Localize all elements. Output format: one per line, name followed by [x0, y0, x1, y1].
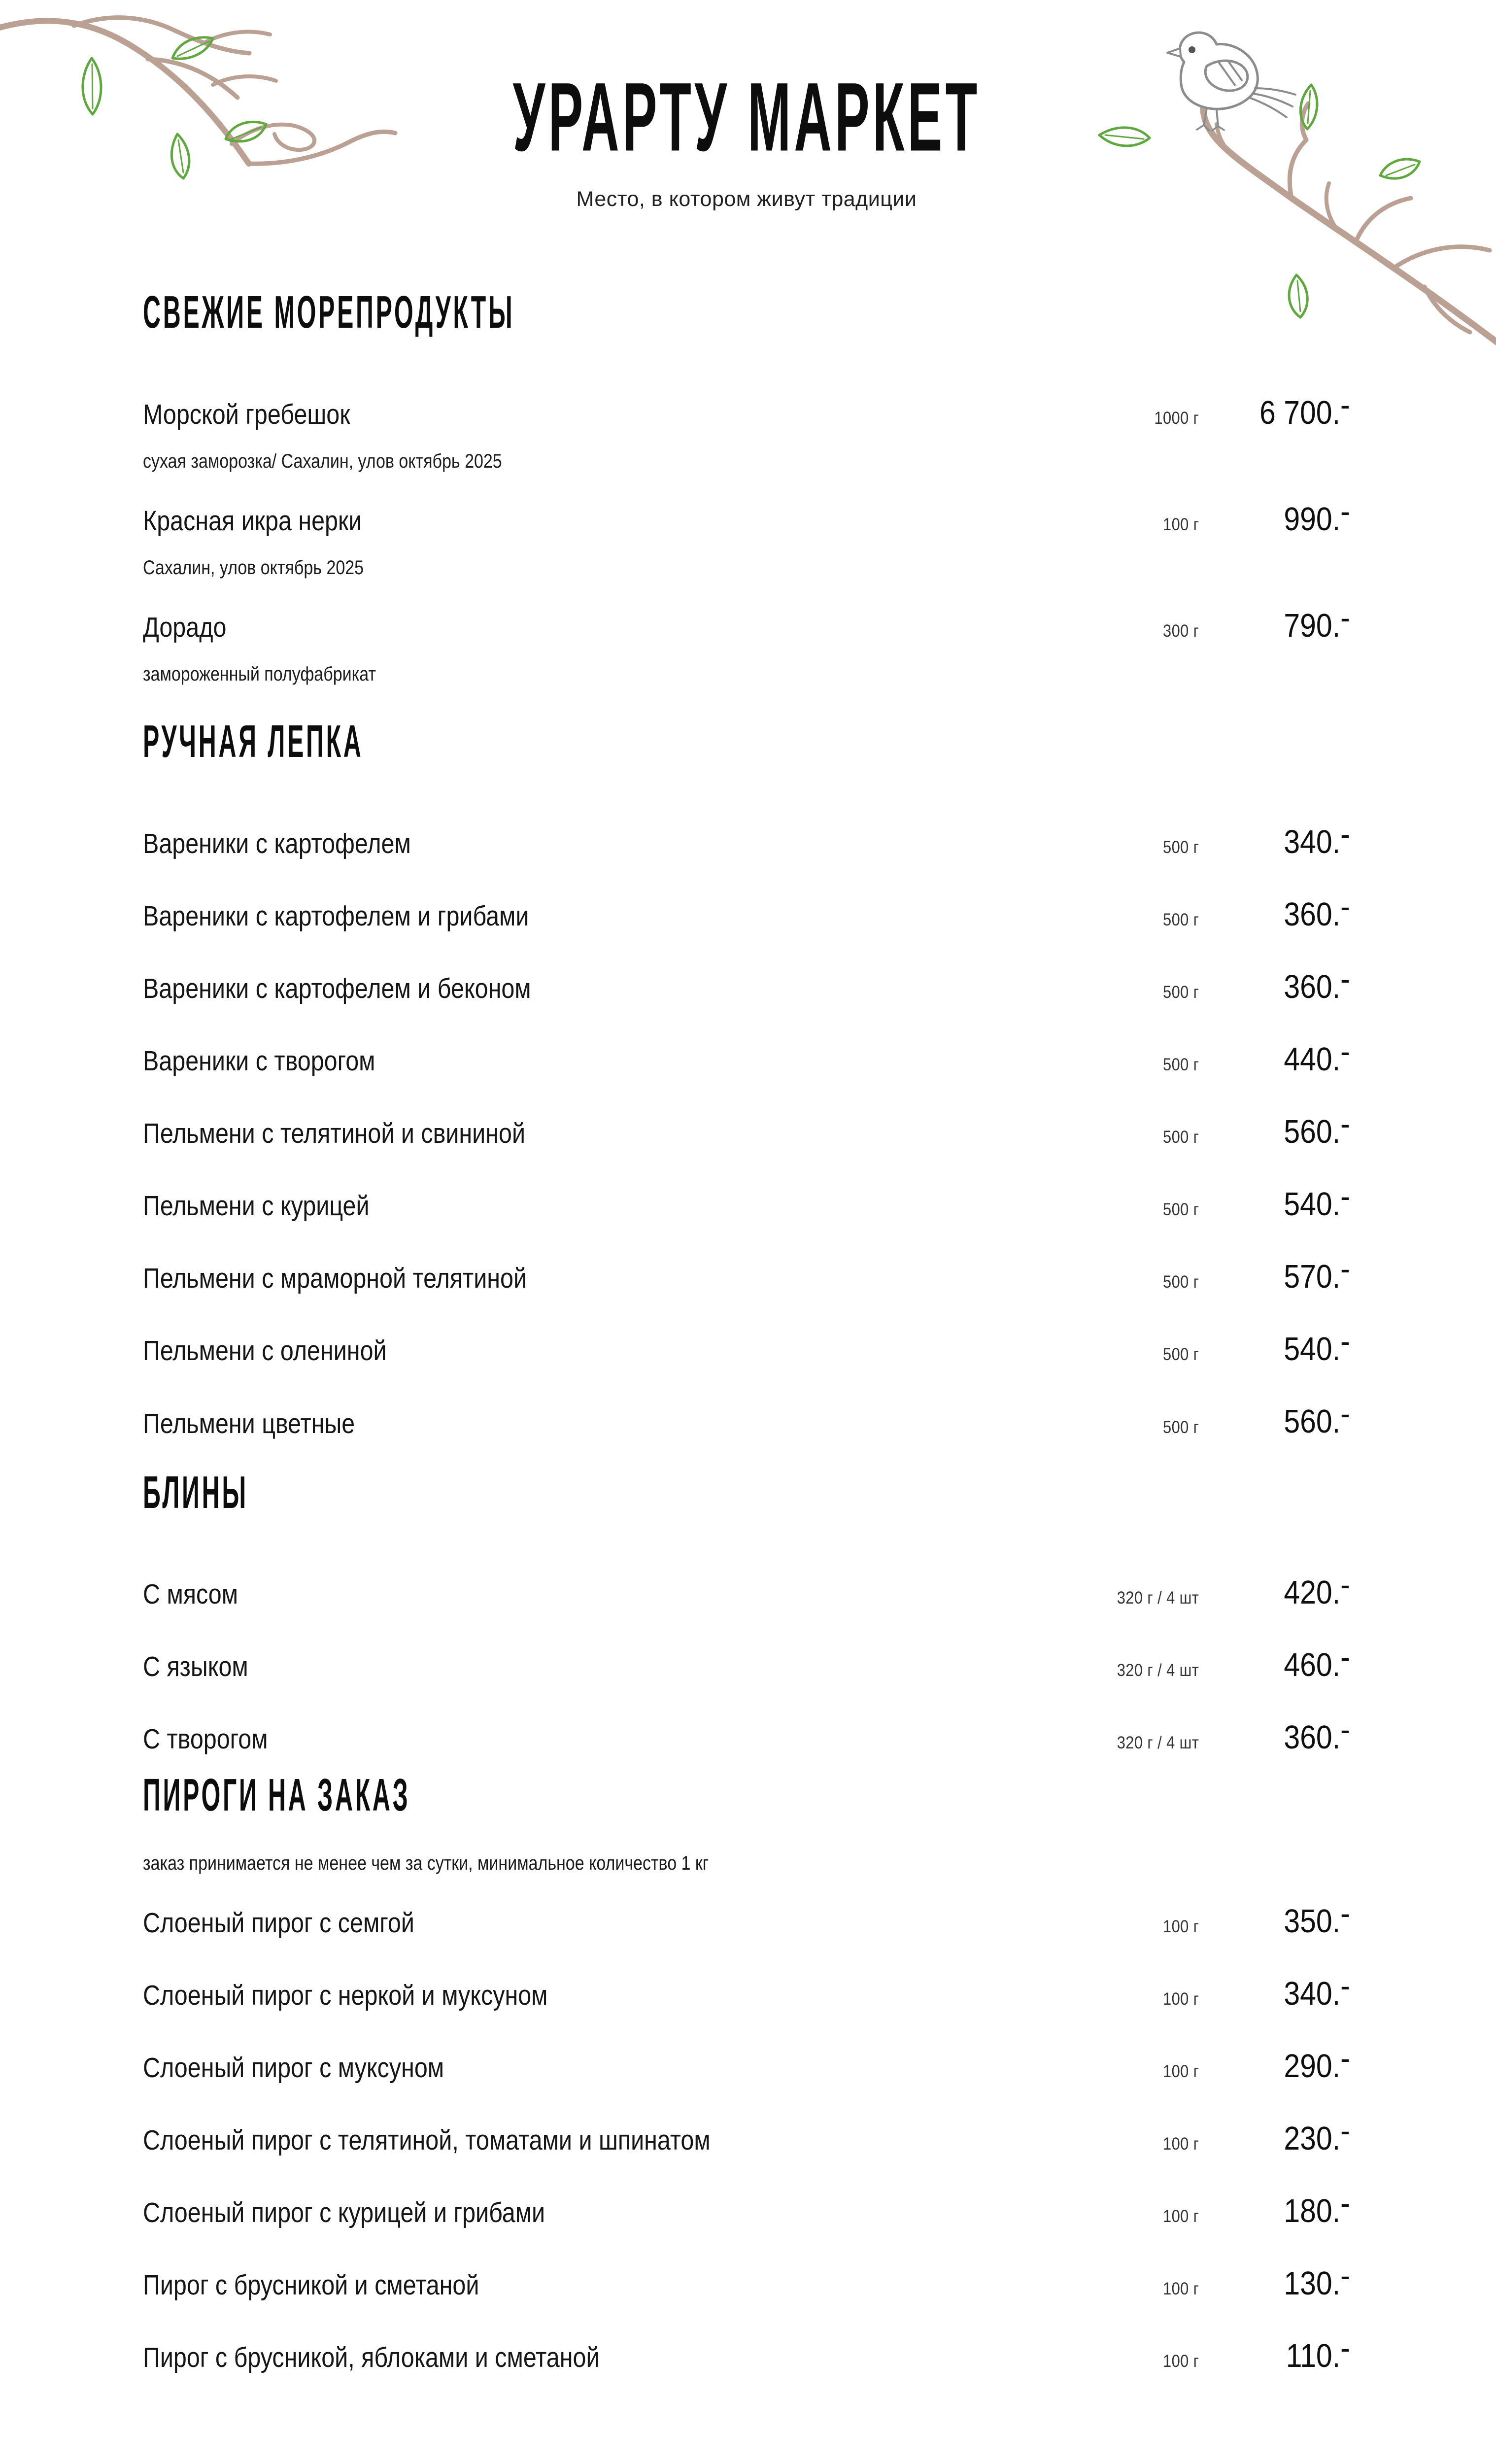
- item-price: [1199, 1967, 1350, 2013]
- price-dash: -: [1340, 1395, 1350, 1433]
- item-name-cell: [143, 2198, 1036, 2227]
- item-weight: [1036, 1989, 1199, 2009]
- item-price: [1199, 960, 1350, 1006]
- item-name-text: Пельмени с телятиной и свининой: [143, 1118, 526, 1150]
- item-description-text: Сахалин, улов октябрь 2025: [143, 557, 364, 579]
- price-number: 360.: [1284, 895, 1341, 933]
- item-weight: [1036, 2279, 1199, 2299]
- price-dash: -: [1340, 960, 1350, 997]
- item-weight: [1036, 2062, 1199, 2082]
- item-price-text: [1284, 1568, 1350, 1609]
- item-description-text: замороженный полуфабрикат: [143, 663, 376, 685]
- item-name: [143, 974, 1036, 1003]
- item-name: [143, 400, 1036, 429]
- menu-item-row: [143, 388, 1350, 472]
- price-dash: -: [1340, 1639, 1350, 1676]
- item-name-text: Вареники с картофелем: [143, 827, 411, 859]
- item-price-text: [1284, 599, 1350, 645]
- price-number: 560.: [1284, 1403, 1341, 1440]
- item-name: [143, 1409, 1036, 1438]
- item-name: [143, 1264, 1036, 1293]
- price-number: 990.: [1284, 500, 1341, 538]
- item-weight: [1036, 838, 1199, 857]
- price-dash: -: [1340, 1711, 1350, 1748]
- item-weight: [1036, 1733, 1199, 1753]
- price-number: 360.: [1284, 1719, 1341, 1756]
- item-price-text: [1284, 1639, 1350, 1684]
- section-note: [143, 1852, 1350, 1874]
- price-number: 340.: [1284, 1975, 1341, 2013]
- item-price: [1199, 2114, 1350, 2155]
- item-price-text: [1284, 492, 1350, 538]
- price-number: 110.: [1286, 2337, 1341, 2375]
- menu-item-row: [143, 1250, 1350, 1296]
- item-weight-text: 500 г: [1162, 1055, 1199, 1075]
- item-weight-text: 500 г: [1162, 983, 1199, 1002]
- price-number: 420.: [1284, 1574, 1341, 1611]
- price-number: 360.: [1284, 968, 1341, 1006]
- item-price-text: [1284, 1397, 1350, 1438]
- item-name-text: С языком: [143, 1651, 248, 1683]
- item-name-text: Пирог с брусникой, яблоками и сметаной: [143, 2342, 600, 2374]
- menu-item-row: [143, 492, 1350, 579]
- item-weight: [1036, 1200, 1199, 1220]
- item-price-text: [1284, 2185, 1350, 2230]
- item-name-cell: [143, 902, 1036, 930]
- item-name: [143, 2126, 1036, 2155]
- price-number: 540.: [1284, 1331, 1341, 1368]
- item-weight-text: 300 г: [1162, 621, 1199, 641]
- item-name: [143, 613, 1036, 642]
- menu-item-row: [143, 601, 1350, 685]
- item-price-text: [1284, 2042, 1350, 2083]
- item-price-text: [1284, 1105, 1350, 1151]
- menu-item-row: [143, 890, 1350, 931]
- item-name-text: Морской гребешок: [143, 398, 350, 430]
- item-name-text: Слоеный пирог с семгой: [143, 1907, 414, 1939]
- item-price: [1199, 1180, 1350, 1221]
- menu-item-row: [143, 1325, 1350, 1366]
- section-title-text: ПИРОГИ НА ЗАКАЗ: [143, 1769, 410, 1821]
- price-number: 460.: [1284, 1646, 1341, 1684]
- menu-item-row: [143, 1894, 1350, 1940]
- menu-item-row: [143, 2329, 1350, 2375]
- item-weight: [1036, 1128, 1199, 1147]
- price-number: 290.: [1284, 2048, 1341, 2085]
- item-name-text: Вареники с картофелем и беконом: [143, 973, 531, 1005]
- item-weight-text: 500 г: [1162, 1272, 1199, 1292]
- item-price: [1199, 1250, 1350, 1296]
- item-price: [1199, 1325, 1350, 1366]
- price-dash: -: [1340, 2257, 1350, 2294]
- menu-section: [143, 286, 1350, 685]
- section-title: [143, 716, 1350, 768]
- item-name-cell: [143, 1909, 1036, 1937]
- item-price-text: [1284, 1250, 1350, 1296]
- item-name-text: Пирог с брусникой и сметаной: [143, 2269, 479, 2301]
- item-weight: [1036, 2207, 1199, 2226]
- item-weight: [1036, 1055, 1199, 1075]
- item-weight-text: 500 г: [1162, 910, 1199, 929]
- item-price: [1199, 2042, 1350, 2083]
- item-name-cell: [143, 829, 1036, 858]
- item-name: [143, 1580, 1036, 1608]
- section-title: [143, 1769, 1350, 1822]
- item-name-cell: [143, 613, 1036, 685]
- page-subtitle: Место, в котором живут традиции: [576, 187, 917, 211]
- item-name-text: Красная икра нерки: [143, 505, 362, 537]
- item-weight: [1036, 2352, 1199, 2371]
- menu-section: [143, 716, 1350, 1440]
- item-weight-text: 100 г: [1162, 2279, 1199, 2299]
- item-weight-text: 500 г: [1162, 1345, 1199, 1365]
- page-title: [143, 63, 1350, 171]
- item-name-text: Вареники с картофелем и грибами: [143, 900, 529, 932]
- item-name-cell: [143, 1652, 1036, 1681]
- item-price: [1199, 2329, 1350, 2375]
- menu-item-row: [143, 1713, 1350, 1754]
- price-dash: -: [1340, 599, 1350, 636]
- item-description: [143, 450, 1036, 472]
- item-price-text: [1284, 2114, 1350, 2155]
- price-dash: -: [1340, 386, 1350, 423]
- price-number: 790.: [1284, 607, 1341, 645]
- item-price: [1199, 2185, 1350, 2230]
- item-price: [1199, 1639, 1350, 1684]
- item-name-text: Дорадо: [143, 612, 227, 644]
- item-price-text: [1284, 890, 1350, 931]
- price-dash: -: [1340, 2112, 1350, 2150]
- item-name: [143, 1909, 1036, 1937]
- price-dash: -: [1340, 1033, 1350, 1070]
- item-name-cell: [143, 1047, 1036, 1075]
- item-name-text: Слоеный пирог с курицей и грибами: [143, 2197, 545, 2229]
- item-price: [1199, 815, 1350, 860]
- item-price: [1199, 1894, 1350, 1940]
- item-description-text: сухая заморозка/ Сахалин, улов октябрь 2025: [143, 450, 502, 472]
- item-price-text: [1284, 1967, 1350, 2013]
- item-name: [143, 1047, 1036, 1075]
- item-price-text: [1284, 1325, 1350, 1366]
- price-number: 540.: [1284, 1186, 1341, 1223]
- item-weight: [1036, 1661, 1199, 1680]
- item-name-cell: [143, 1981, 1036, 2010]
- item-name-cell: [143, 400, 1036, 472]
- item-name-cell: [143, 1119, 1036, 1148]
- price-dash: -: [1340, 1566, 1350, 1604]
- item-weight: [1036, 1588, 1199, 1608]
- item-price-text: [1284, 960, 1350, 1006]
- item-name: [143, 1652, 1036, 1681]
- item-price: [1199, 492, 1350, 538]
- item-price: [1199, 599, 1350, 645]
- page-title-text: УРАРТУ МАРКЕТ: [512, 63, 981, 171]
- price-number: 340.: [1284, 823, 1341, 860]
- price-number: 6 700.: [1259, 394, 1341, 431]
- item-price: [1199, 388, 1350, 429]
- item-name-text: Слоеный пирог с муксуном: [143, 2052, 444, 2084]
- item-price: [1199, 1035, 1350, 1076]
- menu-section: [143, 1769, 1350, 2375]
- item-price: [1199, 1713, 1350, 1754]
- item-name: [143, 2343, 1036, 2372]
- price-dash: -: [1340, 492, 1350, 530]
- item-name-cell: [143, 1725, 1036, 1753]
- item-price: [1199, 1397, 1350, 1438]
- item-name-text: Вареники с творогом: [143, 1045, 375, 1077]
- price-number: 180.: [1284, 2192, 1341, 2230]
- item-weight-text: 100 г: [1162, 2062, 1199, 2082]
- item-price-text: [1284, 1894, 1350, 1940]
- price-dash: -: [1340, 1250, 1350, 1288]
- item-weight: [1036, 910, 1199, 930]
- item-price: [1199, 1105, 1350, 1151]
- item-name-text: Пельмени с олениной: [143, 1335, 387, 1367]
- item-weight-text: 100 г: [1162, 2207, 1199, 2226]
- item-name-cell: [143, 1264, 1036, 1293]
- menu-item-row: [143, 1397, 1350, 1438]
- item-weight-text: 1000 г: [1154, 408, 1199, 428]
- menu-item-row: [143, 815, 1350, 860]
- price-dash: -: [1340, 1178, 1350, 1215]
- item-weight: [1036, 1917, 1199, 1937]
- item-weight-text: 100 г: [1162, 2134, 1199, 2154]
- menu-item-row: [143, 2259, 1350, 2300]
- item-name-cell: [143, 974, 1036, 1003]
- item-name-cell: [143, 2126, 1036, 2155]
- item-name: [143, 2053, 1036, 2082]
- menu-item-row: [143, 960, 1350, 1006]
- section-title-text: СВЕЖИЕ МОРЕПРОДУКТЫ: [143, 286, 515, 338]
- item-weight-text: 500 г: [1162, 837, 1199, 857]
- item-name-cell: [143, 1192, 1036, 1220]
- item-name-cell: [143, 2271, 1036, 2299]
- item-weight-text: 500 г: [1162, 1200, 1199, 1220]
- item-price-text: [1284, 1180, 1350, 1221]
- item-name-cell: [143, 1409, 1036, 1438]
- section-title-text: БЛИНЫ: [143, 1466, 248, 1518]
- price-dash: -: [1340, 2185, 1350, 2222]
- price-number: 230.: [1284, 2120, 1341, 2157]
- item-name-cell: [143, 507, 1036, 579]
- item-weight: [1036, 1418, 1199, 1437]
- menu-item-row: [143, 2185, 1350, 2230]
- item-name-text: С мясом: [143, 1578, 238, 1610]
- item-description: [143, 663, 1036, 685]
- price-number: 570.: [1284, 1258, 1341, 1296]
- price-number: 130.: [1284, 2265, 1341, 2302]
- item-name: [143, 1725, 1036, 1753]
- item-name-cell: [143, 1580, 1036, 1608]
- item-weight: [1036, 1272, 1199, 1292]
- price-dash: -: [1340, 1323, 1350, 1360]
- section-title-text: РУЧНАЯ ЛЕПКА: [143, 716, 364, 767]
- item-weight: [1036, 983, 1199, 1002]
- item-weight: [1036, 1345, 1199, 1365]
- item-name: [143, 2271, 1036, 2299]
- menu-item-row: [143, 2042, 1350, 2083]
- item-weight: [1036, 2134, 1199, 2154]
- item-weight-text: 100 г: [1162, 2352, 1199, 2371]
- item-name-text: Пельмени с курицей: [143, 1190, 370, 1222]
- menu-item-row: [143, 1180, 1350, 1221]
- item-name: [143, 1981, 1036, 2010]
- item-name-cell: [143, 2343, 1036, 2372]
- item-name-cell: [143, 2053, 1036, 2082]
- price-dash: -: [1340, 1967, 1350, 2004]
- menu-header: [143, 0, 1350, 211]
- item-price-text: [1286, 2329, 1350, 2375]
- item-price-text: [1284, 1035, 1350, 1076]
- section-title: [143, 286, 1350, 339]
- item-name: [143, 507, 1036, 535]
- item-price-text: [1284, 1713, 1350, 1754]
- menu-item-row: [143, 1639, 1350, 1684]
- price-dash: -: [1340, 815, 1350, 853]
- item-weight-text: 320 г / 4 шт: [1117, 1733, 1199, 1753]
- item-weight-text: 500 г: [1162, 1417, 1199, 1437]
- menu-section: [143, 1466, 1350, 1756]
- section-title: [143, 1466, 1350, 1519]
- item-name-cell: [143, 1336, 1036, 1365]
- price-number: 560.: [1284, 1113, 1341, 1151]
- item-price: [1199, 1568, 1350, 1609]
- item-price-text: [1284, 815, 1350, 860]
- item-name-text: Пельмени цветные: [143, 1407, 355, 1439]
- item-weight-text: 320 г / 4 шт: [1117, 1661, 1199, 1680]
- item-weight-text: 500 г: [1162, 1128, 1199, 1147]
- price-dash: -: [1340, 1894, 1350, 1932]
- menu-item-row: [143, 2114, 1350, 2155]
- price-number: 440.: [1284, 1041, 1341, 1078]
- price-dash: -: [1340, 2329, 1350, 2367]
- menu-item-row: [143, 1568, 1350, 1609]
- item-weight-text: 320 г / 4 шт: [1117, 1588, 1199, 1608]
- section-note-text: заказ принимается не менее чем за сутки, минимальное количество 1 кг: [143, 1852, 709, 1874]
- item-name-text: Слоеный пирог с неркой и муксуном: [143, 1980, 548, 2012]
- item-weight: [1036, 409, 1199, 428]
- item-name-text: Слоеный пирог с телятиной, томатами и шпинатом: [143, 2124, 711, 2156]
- item-name: [143, 1336, 1036, 1365]
- menu-item-row: [143, 1035, 1350, 1076]
- menu-item-row: [143, 1105, 1350, 1151]
- item-name: [143, 2198, 1036, 2227]
- item-weight-text: 100 г: [1162, 1917, 1199, 1936]
- item-name: [143, 1192, 1036, 1220]
- item-name: [143, 902, 1036, 930]
- item-name: [143, 829, 1036, 858]
- item-weight-text: 100 г: [1162, 514, 1199, 534]
- item-weight-text: 100 г: [1162, 1989, 1199, 2009]
- item-price: [1199, 2259, 1350, 2300]
- menu-item-row: [143, 1967, 1350, 2013]
- item-name-text: С творогом: [143, 1723, 268, 1755]
- item-name-text: Пельмени с мраморной телятиной: [143, 1263, 527, 1295]
- item-weight: [1036, 621, 1199, 641]
- item-weight: [1036, 515, 1199, 535]
- item-description: [143, 557, 1036, 579]
- item-name: [143, 1119, 1036, 1148]
- menu-sections: [143, 286, 1350, 2375]
- item-price-text: [1259, 388, 1350, 429]
- price-dash: -: [1340, 2040, 1350, 2077]
- price-dash: -: [1340, 888, 1350, 925]
- item-price: [1199, 890, 1350, 931]
- item-price-text: [1284, 2259, 1350, 2300]
- price-number: 350.: [1284, 1903, 1341, 1940]
- price-dash: -: [1340, 1105, 1350, 1143]
